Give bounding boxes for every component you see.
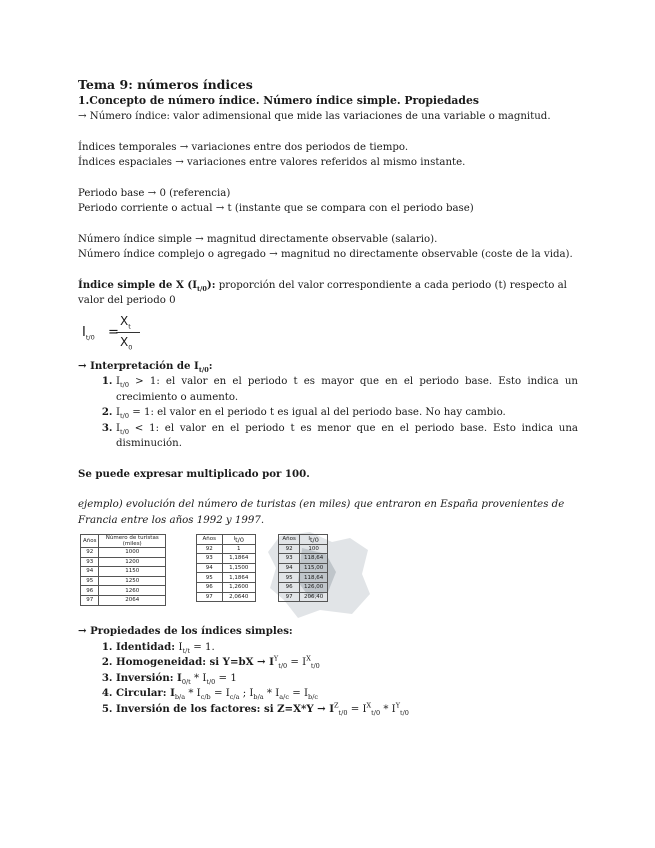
- page-title: Tema 9: números índices: [78, 77, 253, 92]
- formula-indice-simple: [82, 313, 152, 353]
- indice-complejo: Número índice complejo o agregado → magnitud no directamente observable (coste de la vida).: [78, 249, 573, 260]
- table-row: 92 100: [279, 544, 328, 554]
- example-tables: [78, 534, 578, 614]
- table-row: 94 115,00: [279, 563, 328, 573]
- table-row: 94 1,1500: [197, 563, 256, 573]
- propiedades-heading: → Propiedades de los índices simples:: [78, 625, 293, 637]
- list-item: 1. Identidad: $I_{t/t} = 1$.: [116, 640, 578, 656]
- indice-simple: Número índice simple → magnitud directamente observable (salario).: [78, 233, 438, 245]
- table-row: 97 206,40: [279, 592, 328, 602]
- table-row: 92 1000: [81, 548, 166, 558]
- list-item: 1. $I_{t/0} > 1$: el valor en el periodo t es mayor que en el periodo base. Esto indica un crecimiento o aumento.: [116, 374, 578, 405]
- table-row: 93 1,1864: [197, 554, 256, 564]
- indice-simple-definition: Índice simple de X $(I_{t/0})$: proporción del valor correspondiente a cada periodo (t) respecto al valor del periodo 0: [78, 278, 567, 306]
- table-turistas: Años Número de turistas (miles) 92 1000 93 1200 94 1150 95 1250 96 1260 97 2064: [80, 534, 166, 606]
- multiplicado-note: Se puede expresar multiplicado por 100.: [78, 467, 310, 480]
- table-row: 96 126,00: [279, 582, 328, 592]
- list-item: 3. $I_{t/0} < 1$: el valor en el periodo t es menor que en el periodo base. Esto indica una disminución.: [116, 421, 578, 452]
- table-row: 97 2,0640: [197, 592, 256, 602]
- table-row: 93 1200: [81, 557, 166, 567]
- interpretacion-heading: → Interpretación de $I_{t/0}$:: [78, 359, 213, 374]
- propiedades-list: [78, 640, 578, 718]
- list-item: 4. Circular: $I_{b/a} * I_{c/b} = I_{c/a}$ ; $I_{b/a} * I_{a/c} = I_{b/c}$: [116, 686, 578, 702]
- table-row: 95 118,64: [279, 573, 328, 583]
- indices-temporales: Índices temporales → variaciones entre dos periodos de tiempo.: [78, 141, 409, 153]
- list-item: 2. Homogeneidad: si $Y=bX \to I^Y_{t/0} = I^X_{t/0}$: [116, 655, 578, 671]
- example-text: ejemplo) evolución del número de turistas (en miles) que entraron en España provenientes de Francia entre los años 1992 y 1997.: [78, 499, 565, 526]
- periodo-corriente: Periodo corriente o actual → t (instante que se compara con el periodo base): [78, 203, 474, 214]
- list-item: 5. Inversión de los factores: si $Z=X*Y \to I^Z_{t/0} = I^X_{t/0} * I^Y_{t/0}$: [116, 702, 578, 718]
- interpretacion-list: [78, 374, 578, 452]
- formula-numerator: $X_t$: [120, 313, 131, 330]
- table-row: 94 1150: [81, 567, 166, 577]
- table-row: 96 1,2600: [197, 582, 256, 592]
- table-row: 97 2064: [81, 595, 166, 605]
- fraction-bar: [116, 332, 140, 333]
- definition-numero-indice: → Número índice: valor adimensional que mide las variaciones de una variable o magnitud.: [78, 111, 551, 122]
- table-row: 92 1: [197, 544, 256, 554]
- indices-espaciales: Índices espaciales → variaciones entre valores referidos al mismo instante.: [78, 157, 466, 168]
- table-row: 96 1260: [81, 586, 166, 596]
- table-indice-por-100: Años $I_{t/0}$ 92 100 93 118,64 94 115,00 95 118,64 96 126,00 97 206,40: [278, 534, 328, 602]
- table-row: 95 1250: [81, 576, 166, 586]
- formula-equals: =: [108, 324, 119, 340]
- table-indice-simple: Años $I_{t/0}$ 92 1 93 1,1864 94 1,1500 95 1,1864 96 1,2600 97 2,0640: [196, 534, 256, 602]
- table-row: 95 1,1864: [197, 573, 256, 583]
- table-row: 93 118,64: [279, 554, 328, 564]
- document-page: [78, 76, 578, 717]
- formula-lhs: $I_{t/0}$: [82, 324, 95, 342]
- definition-bold: Índice simple de X $(I_{t/0})$:: [78, 278, 216, 293]
- list-item: 2. $I_{t/0} = 1$: el valor en el periodo t es igual al del periodo base. No hay cambio.: [116, 405, 578, 421]
- list-item: 3. Inversión: $I_{0/t} * I_{t/0} = 1$: [116, 671, 578, 687]
- periodo-base: Periodo base → 0 (referencia): [78, 187, 231, 199]
- formula-denominator: $X_0$: [120, 334, 133, 351]
- section-heading: 1.Concepto de número índice. Número índice simple. Propiedades: [78, 94, 479, 107]
